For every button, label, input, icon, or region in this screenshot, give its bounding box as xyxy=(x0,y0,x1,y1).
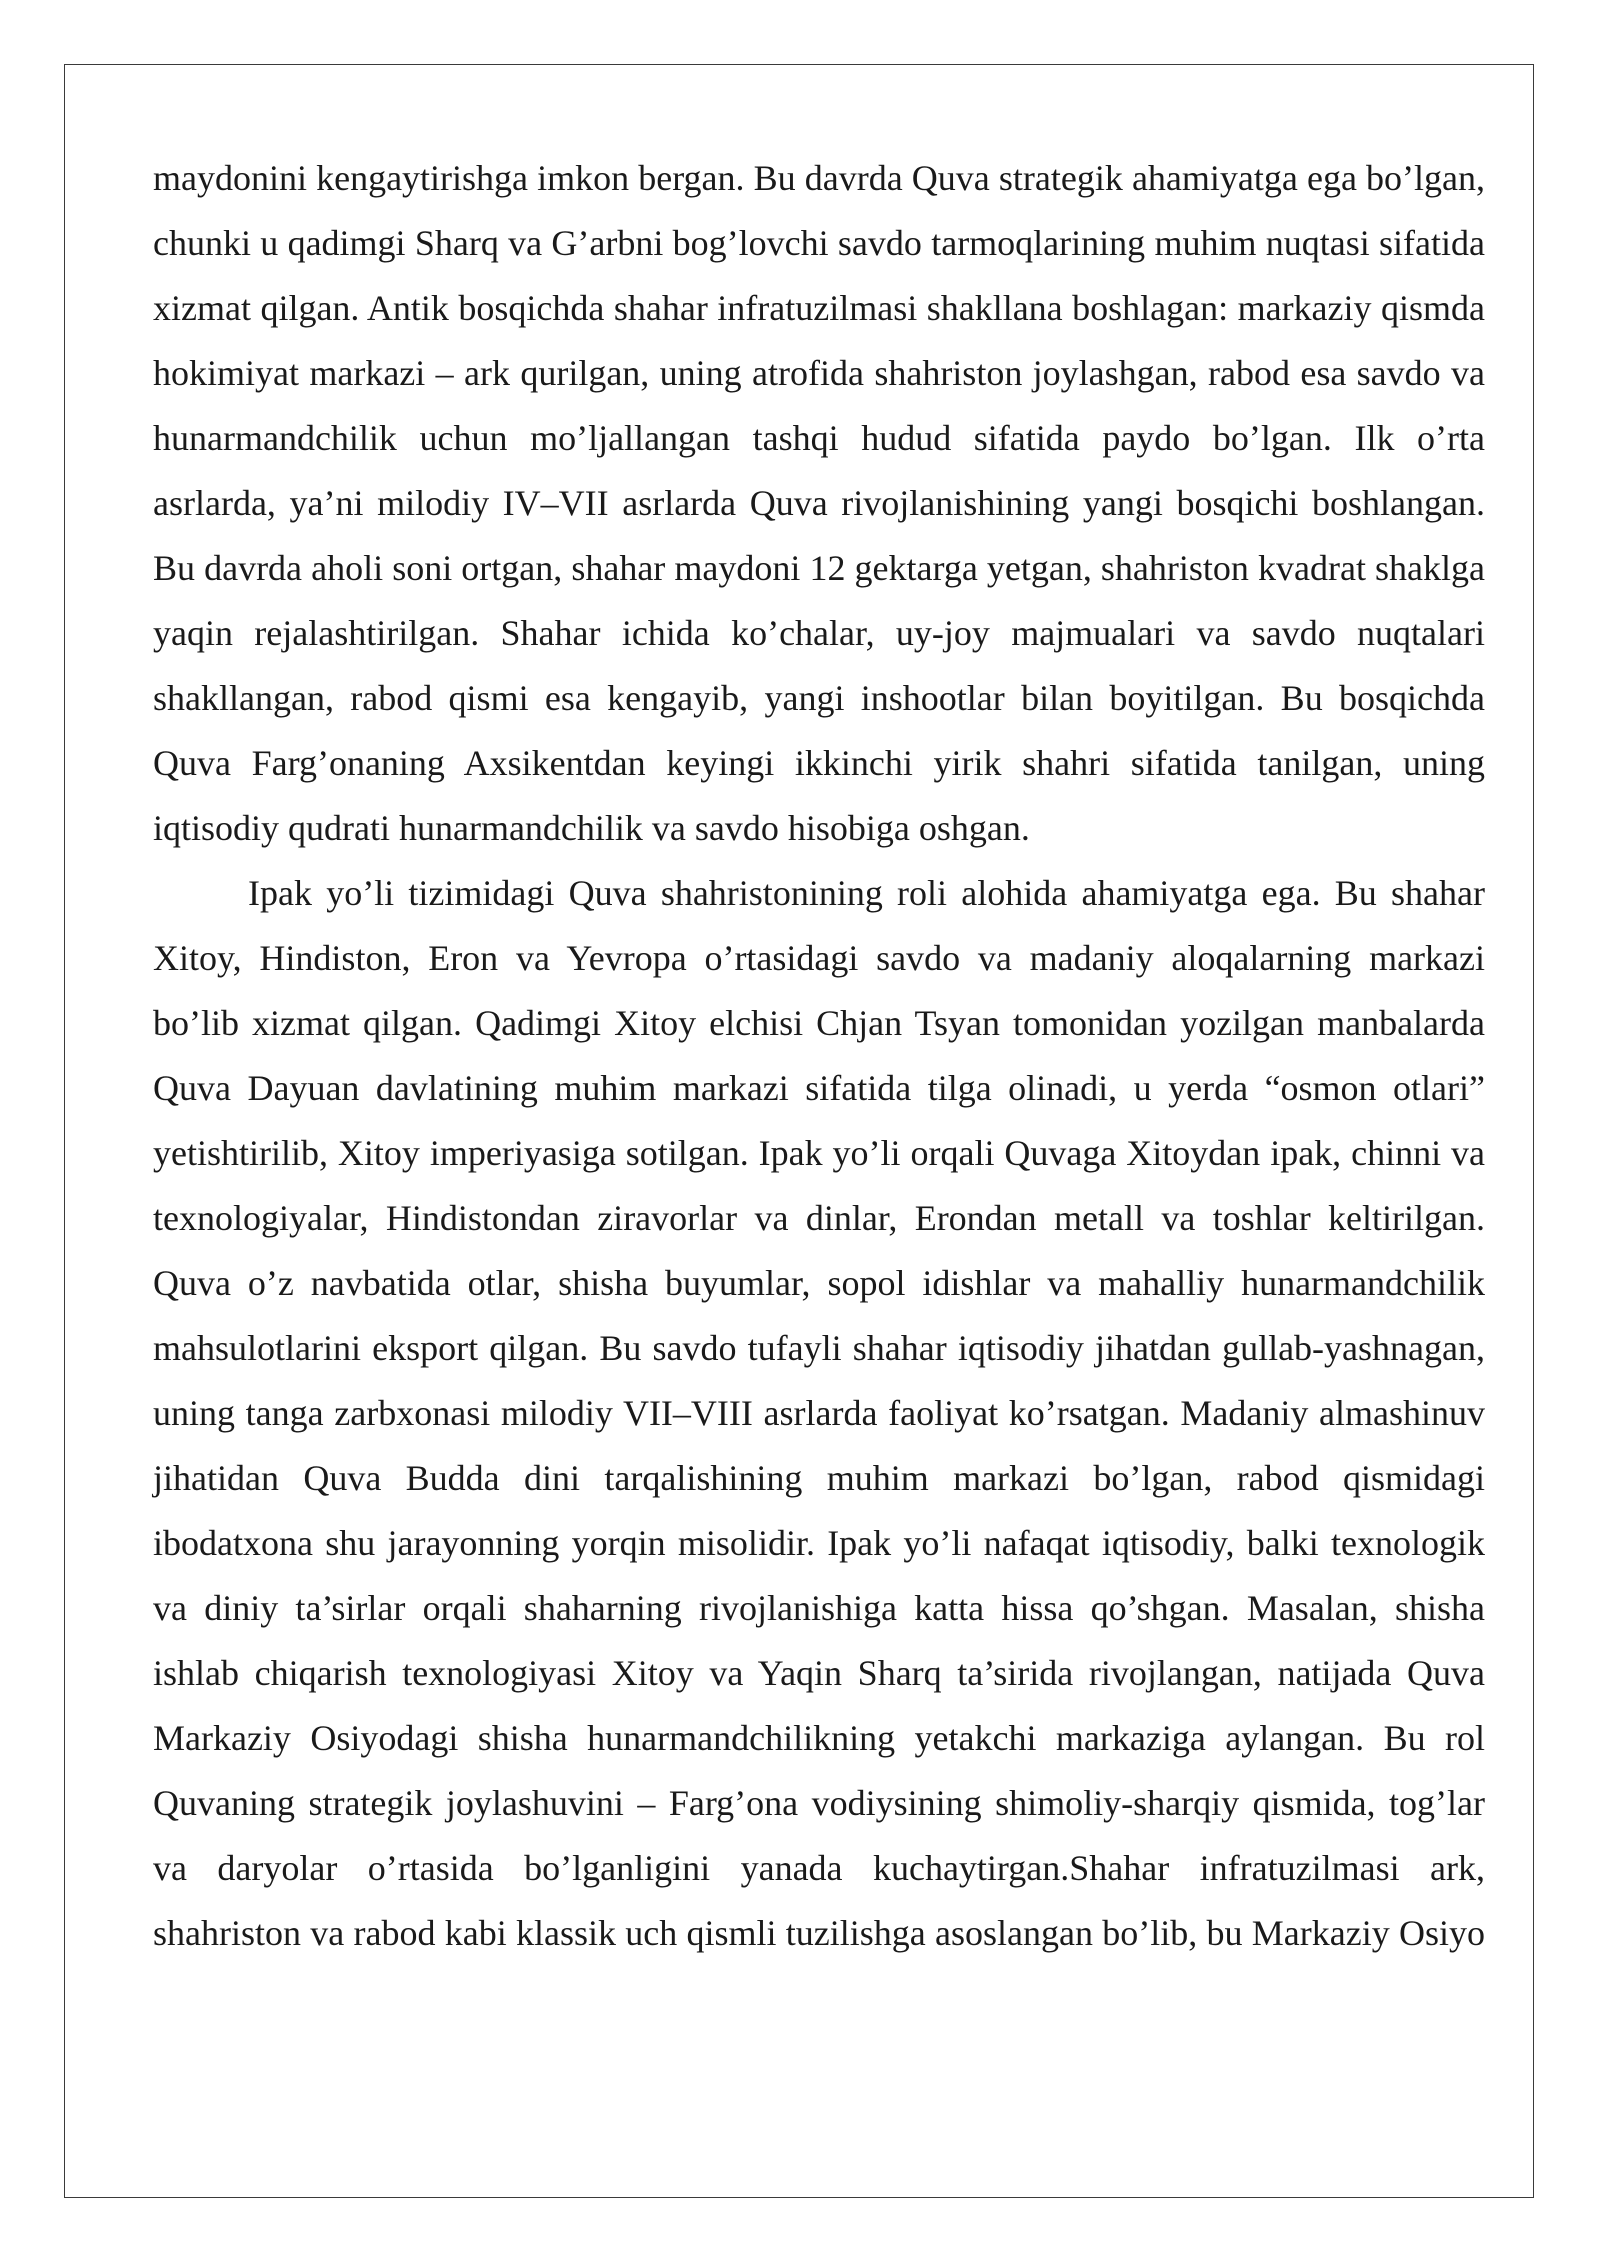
paragraph-1: maydonini kengaytirishga imkon bergan. Bu davrda Quva strategik ahamiyatga ega bo’lgan, chunki u qadimgi Sharq va G’arbni bog’lovchi savdo tarmoqlarining muhim nuqtasi sifatida xizmat qilgan. Antik bosqichda shahar infratuzilmasi shakllana boshlagan: markaziy qismda hokimiyat markazi – ark qurilgan, uning atrofida shahriston joylashgan, rabod esa savdo va hunarmandchilik uchun mo’ljallangan tashqi hudud sifatida paydo bo’lgan. Ilk o’rta asrlarda, ya’ni milodiy IV–VII asrlarda Quva rivojlanishining yangi bosqichi boshlangan. Bu davrda aholi soni ortgan, shahar maydoni 12 gektarga yetgan, shahriston kvadrat shaklga yaqin rejalashtirilgan. Shahar ichida ko’chalar, uy-joy majmualari va savdo nuqtalari shakllangan, rabod qismi esa kengayib, yangi inshootlar bilan boyitilgan. Bu bosqichda Quva Farg’onaning Axsikentdan keyingi ikkinchi yirik shahri sifatida tanilgan, uning iqtisodiy qudrati hunarmandchilik va savdo hisobiga oshgan. xyxy=(153,158,1485,848)
paragraph-2: Ipak yo’li tizimidagi Quva shahristonining roli alohida ahamiyatga ega. Bu shahar Xitoy, Hindiston, Eron va Yevropa o’rtasidagi savdo va madaniy aloqalarning markazi bo’lib xizmat qilgan. Qadimgi Xitoy elchisi Chjan Tsyan tomonidan yozilgan manbalarda Quva Dayuan davlatining muhim markazi sifatida tilga olinadi, u yerda “osmon otlari” yetishtirilib, Xitoy imperiyasiga sotilgan. Ipak yo’li orqali Quvaga Xitoydan ipak, chinni va texnologiyalar, Hindistondan ziravorlar va dinlar, Erondan metall va toshlar keltirilgan. Quva o’z navbatida otlar, shisha buyumlar, sopol idishlar va mahalliy hunarmandchilik mahsulotlarini eksport qilgan. Bu savdo tufayli shahar iqtisodiy jihatdan gullab-yashnagan, uning tanga zarbxonasi milodiy VII–VIII asrlarda faoliyat ko’rsatgan. Madaniy almashinuv jihatidan Quva Budda dini tarqalishining muhim markazi bo’lgan, rabod qismidagi ibodatxona shu jarayonning yorqin misolidir. Ipak yo’li nafaqat iqtisodiy, balki texnologik va diniy ta’sirlar orqali shaharning rivojlanishiga katta hissa qo’shgan. Masalan, shisha ishlab chiqarish texnologiyasi Xitoy va Yaqin Sharq ta’sirida rivojlangan, natijada Quva Markaziy Osiyodagi shisha hunarmandchilikning yetakchi markaziga aylangan. Bu rol Quvaning strategik joylashuvini – Farg’ona vodiysining shimoliy-sharqiy qismida, tog’lar va daryolar o’rtasida bo’lganligini yanada kuchaytirgan.Shahar infratuzilmasi ark, shahriston va rabod kabi klassik uch qismli tuzilishga asoslangan bo’lib, bu Markaziy Osiyo xyxy=(153,873,1485,1953)
document-body xyxy=(153,146,1485,1966)
